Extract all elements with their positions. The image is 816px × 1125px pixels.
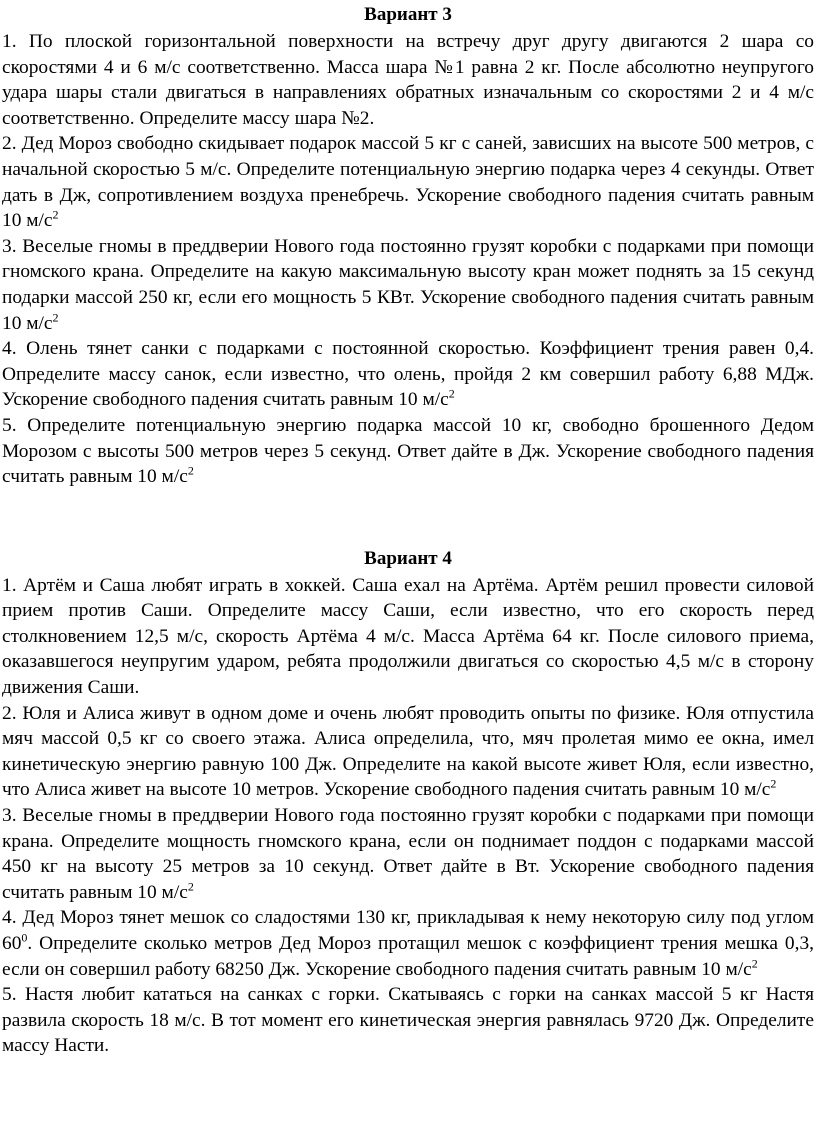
task-text-start: 4. Дед Мороз тянет мешок со сладостями 130 кг, прикладывая к нему некоторую силу под углом 60 <box>2 907 814 954</box>
task-text: 2. Юля и Алиса живут в одном доме и очень любят проводить опыты по физике. Юля отпустила мяч массой 0,5 кг со своего этажа. Алиса определила, что, мяч пролетая мимо ее окна, имел кинетическую энергию равную 100 Дж. Определите на какой высоте живет Юля, если известно, что Алиса живет на высоте 10 метров. Ускорение свободного падения считать равным 10 м/с <box>2 702 814 801</box>
task-text: 1. Артём и Саша любят играть в хоккей. Саша ехал на Артёма. Артём решил провести силовой прием против Саши. Определите массу Саши, если известно, что его скорость перед столкновением 12,5 м/с, скорость Артёма 4 м/с. Масса Артёма 64 кг. После силового приема, оказавшегося неупругим ударом, ребята продолжили двигаться со скоростью 4,5 м/с в сторону движения Саши. <box>2 574 814 699</box>
task-text: 3. Веселые гномы в преддверии Нового года постоянно грузят коробки с подарками при помощи крана. Определите мощность гномского крана, если он поднимает поддон с подарками массой 450 кг на высоту 25 метров за 10 секунд. Ответ дайте в Вт. Ускорение свободного падения считать равным 10 м/с <box>2 805 814 903</box>
degree-superscript: 0 <box>21 930 28 945</box>
variant-4-task-2 <box>2 701 814 803</box>
superscript: 2 <box>52 207 59 222</box>
variant-3-title: Вариант 3 <box>364 4 452 25</box>
variant-4-task-3 <box>2 803 814 905</box>
task-text: 3. Веселые гномы в преддверии Нового года постоянно грузят коробки с подарками при помощи гномского крана. Определите на какую максимальную высоту кран может поднять за 15 секунд подарки массой 250 кг, если его мощность 5 КВт. Ускорение свободного падения считать равным 10 м/с <box>2 235 814 334</box>
variant-3-task-1 <box>2 29 814 131</box>
variant-3-task-3 <box>2 234 814 336</box>
superscript: 2 <box>187 879 194 894</box>
variant-4-title: Вариант 4 <box>364 547 452 569</box>
superscript: 2 <box>770 776 777 791</box>
variant-3-task-2 <box>2 131 814 233</box>
task-text: . Определите сколько метров Дед Мороз протащил мешок с коэффициент трения мешка 0,3, если он совершил работу 68250 Дж. Ускорение свободного падения считать равным 10 м/с <box>2 933 814 980</box>
superscript: 2 <box>751 956 758 971</box>
variant-3-task-5 <box>2 413 814 490</box>
superscript: 2 <box>187 463 194 478</box>
task-text: 5. Определите потенциальную энергию подарка массой 10 кг, свободно брошенного Дедом Морозом с высоты 500 метров через 5 секунд. Ответ дайте в Дж. Ускорение свободного падения считать равным 10 м/с <box>2 414 814 488</box>
superscript: 2 <box>52 310 59 325</box>
task-text: 2. Дед Мороз свободно скидывает подарок массой 5 кг с саней, зависших на высоте 500 метров, с начальной скоростью 5 м/с. Определите потенциальную энергию подарка через 4 секунды. Ответ дать в Дж, сопротивлением воздуха пренебречь. Ускорение свободного падения считать равным 10 м/с <box>2 133 814 232</box>
variant-4-task-1 <box>2 573 814 701</box>
variant-3-task-4 <box>2 336 814 413</box>
task-text: 5. Настя любит кататься на санках с горки. Скатываясь с горки на санках массой 5 кг Настя развила скорость 18 м/с. В тот момент его кинетическая энергия равнялась 9720 Дж. Определите массу Насти. <box>2 984 814 1057</box>
variant-4-task-5 <box>2 982 814 1059</box>
task-text: 4. Олень тянет санки с подарками с постоянной скоростью. Коэффициент трения равен 0,4. Определите массу санок, если известно, что олень, пройдя 2 км совершил работу 6,88 МДж. Ускорение свободного падения считать равным 10 м/с <box>2 338 814 411</box>
variant-4-task-4 <box>2 905 814 982</box>
superscript: 2 <box>448 386 455 401</box>
task-text: 1. По плоской горизонтальной поверхности на встречу друг другу двигаются 2 шара со скоростями 4 и 6 м/с соответственно. Масса шара №1 равна 2 кг. После абсолютно неупругого удара шары стали двигаться в направлениях обратных изначальным со скоростями 2 и 4 м/с соответственно. Определите массу шара №2. <box>2 31 814 129</box>
